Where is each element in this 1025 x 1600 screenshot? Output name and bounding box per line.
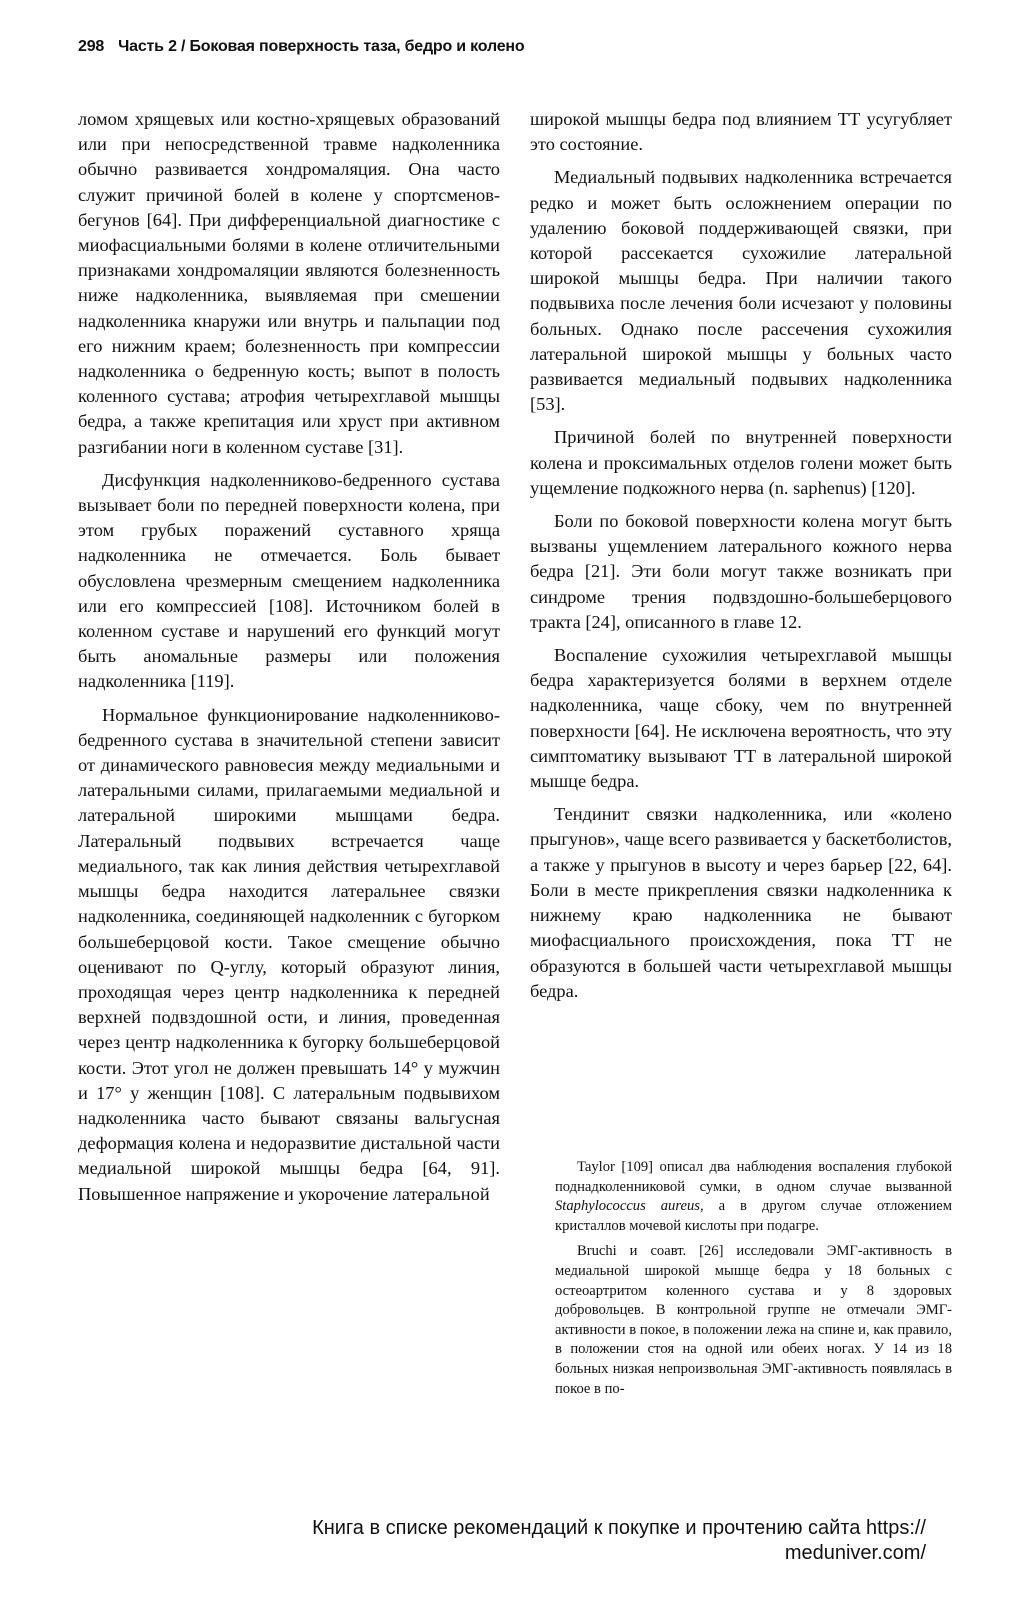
notes-block	[555, 1158, 952, 1399]
paragraph: ломом хрящевых или костно-хрящевых образований или при непосредственной травме надколенника обычно развивается хондромаляция. Она часто служит причиной болей в колене у спортсменов-бегунов [64]. При дифференциальной диагностике с миофасциальными болями в колене отличительными признаками хондромаляции являются болезненность ниже надколенника, выявляемая при смешении надколенника кнаружи или внутрь и пальпации под его нижним краем; болезненность при компрессии надколенника о бедренную кость; выпот в полость коленного сустава; атрофия четырехглавой мышцы бедра, а также крепитация или хруст при активном разгибании ноги в коленном суставе [31].	[78, 109, 500, 457]
right-column	[530, 107, 952, 1004]
page-number: 298	[78, 38, 105, 55]
note-taylor	[555, 1158, 952, 1236]
paragraph: Причиной болей по внутренней поверхности колена и проксимальных отделов голени может быть ущемление подкожного нерва (n. saphenus) [120].	[530, 427, 952, 498]
paragraph: широкой мышцы бедра под влиянием ТТ усугубляет это состояние.	[530, 109, 952, 155]
note-text: , а в другом случае отложением кристаллов мочевой кислоты при подагре.	[555, 1198, 952, 1234]
organism-name: Staphylococcus aureus	[555, 1198, 700, 1215]
paragraph: Дисфункция надколенниково-бедренного сустава вызывает боли по передней поверхности колена, при этом грубых поражений суставного хряща надколенника не отмечается. Боль бывает обусловлена чрезмерным смещением надколенника или его компрессией [108]. Источником болей в коленном суставе и нарушений его функций могут быть аномальные размеры или положения надколенника [119].	[78, 469, 500, 692]
note-text: Taylor [109] описал два наблюдения воспаления глубокой поднадколенниковой сумки, в одном случае вызванной	[555, 1159, 952, 1195]
paragraph: Воспаление сухожилия четырехглавой мышцы бедра характеризуется болями в верхнем отделе надколенника, чаще сбоку, чем по внутренней поверхности [64]. Не исключена вероятность, что эту симптоматику вызывают ТТ в латеральной широкой мышце бедра.	[530, 645, 952, 792]
paragraph: Боли по боковой поверхности колена могут быть вызваны ущемлением латерального кожного нерва бедра [21]. Эти боли могут также возникать при синдроме трения подвздошно-большеберцового тракта [24], описанного в главе 12.	[530, 511, 952, 632]
paragraph: Нормальное функционирование надколенниково-бедренного сустава в значительной степени зависит от динамического равновесия между медиальными и латеральными силами, прилагаемыми медиальной и латеральной широкими мышцами бедра. Латеральный подвывих встречается чаще медиального, так как линия действия четырехглавой мышцы бедра находится латеральнее связки надколенника, соединяющей надколенник с бугорком большеберцовой кости. Такое смещение обычно оценивают по Q-углу, который образуют линия, проходящая через центр надколенника к передней верхней подвздошной ости, и линия, проведенная через центр надколенника к бугорку большеберцовой кости. Этот угол не должен превышать 14° у мужчин и 17° у женщин [108]. С латеральным подвывихом надколенника часто бывают связаны вальгусная деформация колена и недоразвитие дистальной части медиальной широкой мышцы бедра [64, 91]. Повышенное напряжение и укорочение латеральной	[78, 704, 500, 1204]
left-column	[78, 107, 500, 1207]
footer-link[interactable]: meduniver.com/	[784, 1542, 926, 1564]
note-bruchi: Bruchi и соавт. [26] исследовали ЭМГ-активность в медиальной широкой мышце бедра у 18 больных с остеоартритом коленного сустава и у 8 здоровых добровольцев. В контрольной группе не отмечали ЭМГ-активности в покое, в положении лежа на спине и, как правило, в положении стоя на одной или обеих ногах. У 14 из 18 больных низкая непроизвольная ЭМГ-активность появлялась в покое в по-	[555, 1243, 952, 1397]
running-title: Часть 2 / Боковая поверхность таза, бедро и колено	[118, 38, 525, 55]
paragraph: Тендинит связки надколенника, или «колено прыгунов», чаще всего развивается у баскетболистов, а также у прыгунов в высоту и через барьер [22, 64]. Боли в месте прикрепления связки надколенника к нижнему краю надколенника не бывают миофасциального происхождения, пока ТТ не образуются в большей части четырехглавой мышцы бедра.	[530, 804, 952, 1001]
website-footer	[150, 1516, 926, 1566]
footer-line: Книга в списке рекомендаций к покупке и прочтению сайта https://	[312, 1517, 926, 1539]
paragraph: Медиальный подвывих надколенника встречается редко и может быть осложнением операции по удалению боковой поддерживающей связки, при которой рассекается сухожилие латеральной широкой мышцы бедра. При наличии такого подвывиха после лечения боли исчезают у половины больных. Однако после рассечения сухожилия латеральной широкой мышцы у больных часто развивается медиальный подвывих надколенника [53].	[530, 167, 952, 415]
running-header	[78, 38, 524, 56]
